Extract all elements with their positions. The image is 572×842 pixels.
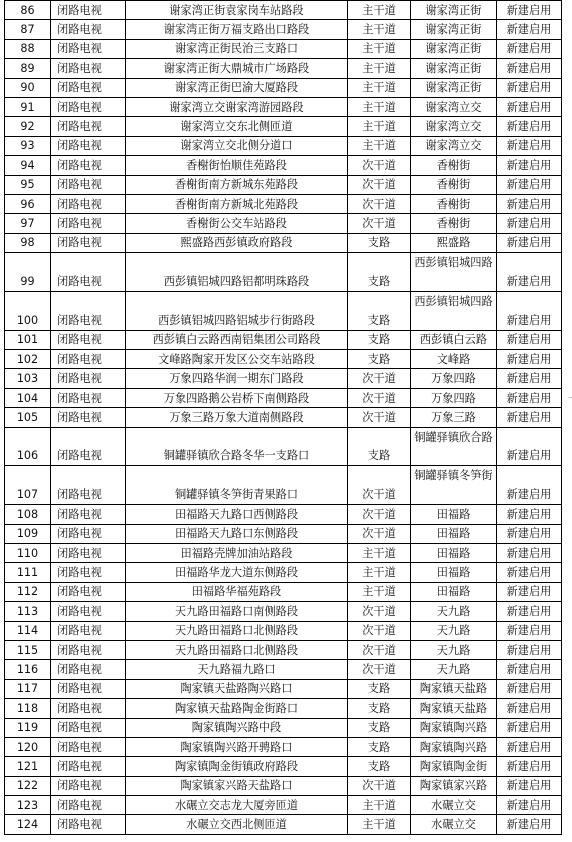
equipment-type-cell: 闭路电视 [51, 679, 126, 698]
equipment-type-cell: 闭路电视 [51, 466, 126, 505]
install-location-cell: 西彭镇铝城四路铝都明珠路段 [126, 253, 348, 292]
road-class-cell: 主干道 [348, 20, 411, 39]
status-cell: 新建启用 [497, 757, 562, 776]
install-location-cell: 文峰路陶家开发区公交车站路段 [126, 350, 348, 369]
row-number-cell: 109 [5, 524, 51, 543]
equipment-type-cell: 闭路电视 [51, 291, 126, 330]
install-location-cell: 陶家镇家兴路天盐路口 [126, 776, 348, 795]
row-number-cell: 110 [5, 544, 51, 563]
row-number-cell: 98 [5, 233, 51, 252]
road-class-cell: 主干道 [348, 136, 411, 155]
equipment-table [4, 0, 562, 835]
status-cell: 新建启用 [497, 97, 562, 116]
table-row [5, 524, 562, 543]
table-row [5, 602, 562, 621]
table-row [5, 660, 562, 679]
road-name-cell: 西彭镇铝城四路 [411, 291, 497, 330]
equipment-type-cell: 闭路电视 [51, 757, 126, 776]
install-location-cell: 田福路天九路口东侧路段 [126, 524, 348, 543]
road-class-cell: 支路 [348, 718, 411, 737]
road-name-cell: 陶家镇陶金街 [411, 757, 497, 776]
road-class-cell: 主干道 [348, 78, 411, 97]
equipment-type-cell: 闭路电视 [51, 408, 126, 427]
table-row [5, 291, 562, 330]
status-cell: 新建启用 [497, 253, 562, 292]
table-row [5, 350, 562, 369]
equipment-type-cell: 闭路电视 [51, 699, 126, 718]
row-number-cell: 91 [5, 97, 51, 116]
road-class-cell: 支路 [348, 427, 411, 466]
install-location-cell: 熙盛路西彭镇政府路段 [126, 233, 348, 252]
equipment-type-cell: 闭路电视 [51, 39, 126, 58]
road-class-cell: 次干道 [348, 640, 411, 659]
status-cell: 新建启用 [497, 20, 562, 39]
install-location-cell: 谢家湾正街巴渝大厦路段 [126, 78, 348, 97]
equipment-table-page [4, 0, 562, 835]
road-name-cell: 谢家湾正街 [411, 1, 497, 20]
equipment-type-cell: 闭路电视 [51, 602, 126, 621]
equipment-type-cell: 闭路电视 [51, 20, 126, 39]
road-class-cell: 支路 [348, 699, 411, 718]
road-name-cell: 铜罐驿镇冬笋街 [411, 466, 497, 505]
road-class-cell: 主干道 [348, 796, 411, 815]
install-location-cell: 谢家湾立交东北侧匝道 [126, 117, 348, 136]
status-cell: 新建启用 [497, 59, 562, 78]
road-class-cell: 主干道 [348, 97, 411, 116]
table-row [5, 621, 562, 640]
table-row [5, 78, 562, 97]
install-location-cell: 西彭镇铝城四路铝城步行街路段 [126, 291, 348, 330]
status-cell: 新建启用 [497, 660, 562, 679]
road-name-cell: 西彭镇白云路 [411, 330, 497, 349]
road-name-cell: 田福路 [411, 582, 497, 601]
status-cell: 新建启用 [497, 39, 562, 58]
install-location-cell: 铜罐驿镇欣合路冬华一支路口 [126, 427, 348, 466]
install-location-cell: 万象三路万象大道南侧路段 [126, 408, 348, 427]
row-number-cell: 86 [5, 1, 51, 20]
row-number-cell: 92 [5, 117, 51, 136]
road-class-cell: 支路 [348, 291, 411, 330]
road-name-cell: 文峰路 [411, 350, 497, 369]
equipment-type-cell: 闭路电视 [51, 582, 126, 601]
install-location-cell: 谢家湾正街万福支路出口路段 [126, 20, 348, 39]
road-name-cell: 谢家湾正街 [411, 20, 497, 39]
status-cell: 新建启用 [497, 815, 562, 834]
install-location-cell: 天九路福九路口 [126, 660, 348, 679]
table-row [5, 582, 562, 601]
row-number-cell: 95 [5, 175, 51, 194]
table-row [5, 136, 562, 155]
install-location-cell: 天九路田福路口北侧路段 [126, 621, 348, 640]
road-class-cell: 次干道 [348, 505, 411, 524]
table-row [5, 214, 562, 233]
install-location-cell: 水碾立交志龙大厦旁匝道 [126, 796, 348, 815]
row-number-cell: 114 [5, 621, 51, 640]
road-name-cell: 万象四路 [411, 388, 497, 407]
road-class-cell: 次干道 [348, 524, 411, 543]
row-number-cell: 101 [5, 330, 51, 349]
road-class-cell: 次干道 [348, 369, 411, 388]
road-name-cell: 谢家湾立交 [411, 117, 497, 136]
status-cell: 新建启用 [497, 78, 562, 97]
table-row [5, 815, 562, 834]
status-cell: 新建启用 [497, 640, 562, 659]
table-row [5, 640, 562, 659]
road-name-cell: 陶家镇天盐路 [411, 699, 497, 718]
road-class-cell: 支路 [348, 233, 411, 252]
row-number-cell: 115 [5, 640, 51, 659]
status-cell: 新建启用 [497, 602, 562, 621]
status-cell: 新建启用 [497, 350, 562, 369]
table-row [5, 776, 562, 795]
road-class-cell: 次干道 [348, 621, 411, 640]
status-cell: 新建启用 [497, 233, 562, 252]
install-location-cell: 香榭街公交车站路段 [126, 214, 348, 233]
road-class-cell: 次干道 [348, 660, 411, 679]
table-row [5, 117, 562, 136]
equipment-type-cell: 闭路电视 [51, 97, 126, 116]
road-name-cell: 谢家湾立交 [411, 97, 497, 116]
status-cell: 新建启用 [497, 291, 562, 330]
equipment-type-cell: 闭路电视 [51, 427, 126, 466]
road-name-cell: 香榭街 [411, 156, 497, 175]
road-name-cell: 田福路 [411, 524, 497, 543]
equipment-type-cell: 闭路电视 [51, 737, 126, 756]
equipment-type-cell: 闭路电视 [51, 214, 126, 233]
table-row [5, 757, 562, 776]
row-number-cell: 111 [5, 563, 51, 582]
table-row [5, 369, 562, 388]
table-row [5, 233, 562, 252]
road-class-cell: 主干道 [348, 1, 411, 20]
road-class-cell: 次干道 [348, 214, 411, 233]
road-name-cell: 谢家湾立交 [411, 136, 497, 155]
table-row [5, 253, 562, 292]
road-class-cell: 支路 [348, 679, 411, 698]
status-cell: 新建启用 [497, 408, 562, 427]
road-name-cell: 田福路 [411, 544, 497, 563]
row-number-cell: 103 [5, 369, 51, 388]
status-cell: 新建启用 [497, 194, 562, 213]
row-number-cell: 106 [5, 427, 51, 466]
road-class-cell: 次干道 [348, 194, 411, 213]
table-row [5, 20, 562, 39]
road-class-cell: 主干道 [348, 59, 411, 78]
row-number-cell: 119 [5, 718, 51, 737]
road-name-cell: 天九路 [411, 660, 497, 679]
table-row [5, 39, 562, 58]
install-location-cell: 水碾立交西北侧匝道 [126, 815, 348, 834]
row-number-cell: 97 [5, 214, 51, 233]
row-number-cell: 88 [5, 39, 51, 58]
table-row [5, 194, 562, 213]
row-number-cell: 112 [5, 582, 51, 601]
table-row [5, 679, 562, 698]
install-location-cell: 谢家湾立交北侧分道口 [126, 136, 348, 155]
road-class-cell: 次干道 [348, 466, 411, 505]
equipment-type-cell: 闭路电视 [51, 718, 126, 737]
road-name-cell: 陶家镇陶兴路 [411, 737, 497, 756]
equipment-type-cell: 闭路电视 [51, 544, 126, 563]
install-location-cell: 田福路华福苑路段 [126, 582, 348, 601]
equipment-type-cell: 闭路电视 [51, 505, 126, 524]
status-cell: 新建启用 [497, 427, 562, 466]
road-class-cell: 支路 [348, 737, 411, 756]
status-cell: 新建启用 [497, 679, 562, 698]
equipment-type-cell: 闭路电视 [51, 350, 126, 369]
row-number-cell: 121 [5, 757, 51, 776]
status-cell: 新建启用 [497, 776, 562, 795]
road-class-cell: 次干道 [348, 776, 411, 795]
status-cell: 新建启用 [497, 505, 562, 524]
status-cell: 新建启用 [497, 796, 562, 815]
road-class-cell: 主干道 [348, 39, 411, 58]
status-cell: 新建启用 [497, 621, 562, 640]
road-name-cell: 铜罐驿镇欣合路 [411, 427, 497, 466]
equipment-type-cell: 闭路电视 [51, 388, 126, 407]
install-location-cell: 万象四路鹅公岩桥下南侧路段 [126, 388, 348, 407]
road-name-cell: 万象四路 [411, 369, 497, 388]
install-location-cell: 天九路田福路口北侧路段 [126, 640, 348, 659]
row-number-cell: 87 [5, 20, 51, 39]
road-name-cell: 天九路 [411, 621, 497, 640]
row-number-cell: 96 [5, 194, 51, 213]
road-name-cell: 香榭街 [411, 175, 497, 194]
road-name-cell: 熙盛路 [411, 233, 497, 252]
road-name-cell: 香榭街 [411, 194, 497, 213]
row-number-cell: 89 [5, 59, 51, 78]
status-cell: 新建启用 [497, 737, 562, 756]
road-name-cell: 陶家镇陶兴路 [411, 718, 497, 737]
install-location-cell: 香榭街南方新城东苑路段 [126, 175, 348, 194]
status-cell: 新建启用 [497, 466, 562, 505]
install-location-cell: 陶家镇陶兴路开骋路口 [126, 737, 348, 756]
table-row [5, 388, 562, 407]
status-cell: 新建启用 [497, 524, 562, 543]
table-row [5, 699, 562, 718]
road-name-cell: 香榭街 [411, 214, 497, 233]
status-cell: 新建启用 [497, 330, 562, 349]
table-row [5, 427, 562, 466]
status-cell: 新建启用 [497, 582, 562, 601]
equipment-type-cell: 闭路电视 [51, 175, 126, 194]
road-class-cell: 支路 [348, 350, 411, 369]
status-cell: 新建启用 [497, 136, 562, 155]
equipment-type-cell: 闭路电视 [51, 1, 126, 20]
row-number-cell: 124 [5, 815, 51, 834]
road-name-cell: 陶家镇家兴路 [411, 776, 497, 795]
equipment-type-cell: 闭路电视 [51, 815, 126, 834]
road-class-cell: 支路 [348, 330, 411, 349]
status-cell: 新建启用 [497, 175, 562, 194]
install-location-cell: 谢家湾正街民治三支路口 [126, 39, 348, 58]
road-name-cell: 水碾立交 [411, 815, 497, 834]
road-class-cell: 次干道 [348, 175, 411, 194]
status-cell: 新建启用 [497, 156, 562, 175]
road-class-cell: 次干道 [348, 156, 411, 175]
row-number-cell: 102 [5, 350, 51, 369]
table-row [5, 408, 562, 427]
road-class-cell: 主干道 [348, 563, 411, 582]
row-number-cell: 104 [5, 388, 51, 407]
table-row [5, 175, 562, 194]
install-location-cell: 谢家湾立交谢家湾游园路段 [126, 97, 348, 116]
install-location-cell: 香榭街南方新城北苑路段 [126, 194, 348, 213]
row-number-cell: 122 [5, 776, 51, 795]
equipment-type-cell: 闭路电视 [51, 369, 126, 388]
table-row [5, 544, 562, 563]
row-number-cell: 94 [5, 156, 51, 175]
road-class-cell: 主干道 [348, 117, 411, 136]
road-name-cell: 田福路 [411, 563, 497, 582]
install-location-cell: 田福路天九路口西侧路段 [126, 505, 348, 524]
status-cell: 新建启用 [497, 563, 562, 582]
row-number-cell: 99 [5, 253, 51, 292]
road-name-cell: 水碾立交 [411, 796, 497, 815]
table-row [5, 505, 562, 524]
status-cell: 新建启用 [497, 117, 562, 136]
road-name-cell: 天九路 [411, 640, 497, 659]
equipment-type-cell: 闭路电视 [51, 233, 126, 252]
table-body [5, 1, 562, 835]
equipment-type-cell: 闭路电视 [51, 776, 126, 795]
status-cell: 新建启用 [497, 388, 562, 407]
install-location-cell: 田福路华龙大道东侧路段 [126, 563, 348, 582]
table-row [5, 563, 562, 582]
equipment-type-cell: 闭路电视 [51, 78, 126, 97]
install-location-cell: 万象四路华润一期东门路段 [126, 369, 348, 388]
road-class-cell: 支路 [348, 757, 411, 776]
table-row [5, 466, 562, 505]
equipment-type-cell: 闭路电视 [51, 524, 126, 543]
status-cell: 新建启用 [497, 699, 562, 718]
table-row [5, 97, 562, 116]
road-name-cell: 谢家湾正街 [411, 78, 497, 97]
install-location-cell: 西彭镇白云路西南铝集团公司路段 [126, 330, 348, 349]
row-number-cell: 116 [5, 660, 51, 679]
row-number-cell: 90 [5, 78, 51, 97]
equipment-type-cell: 闭路电视 [51, 640, 126, 659]
status-cell: 新建启用 [497, 544, 562, 563]
road-name-cell: 谢家湾正街 [411, 39, 497, 58]
row-number-cell: 123 [5, 796, 51, 815]
road-class-cell: 主干道 [348, 815, 411, 834]
install-location-cell: 天九路田福路口南侧路段 [126, 602, 348, 621]
table-row [5, 796, 562, 815]
install-location-cell: 谢家湾正街袁家岗车站路段 [126, 1, 348, 20]
equipment-type-cell: 闭路电视 [51, 563, 126, 582]
table-row [5, 1, 562, 20]
table-row [5, 718, 562, 737]
equipment-type-cell: 闭路电视 [51, 330, 126, 349]
equipment-type-cell: 闭路电视 [51, 156, 126, 175]
table-row [5, 737, 562, 756]
equipment-type-cell: 闭路电视 [51, 796, 126, 815]
install-location-cell: 香榭街怡顺佳苑路段 [126, 156, 348, 175]
install-location-cell: 田福路壳牌加油站路段 [126, 544, 348, 563]
road-name-cell: 万象三路 [411, 408, 497, 427]
row-number-cell: 100 [5, 291, 51, 330]
road-name-cell: 陶家镇天盐路 [411, 679, 497, 698]
road-class-cell: 次干道 [348, 408, 411, 427]
install-location-cell: 铜罐驿镇冬笋街青果路口 [126, 466, 348, 505]
row-number-cell: 120 [5, 737, 51, 756]
install-location-cell: 谢家湾正街大鼎城市广场路段 [126, 59, 348, 78]
road-name-cell: 西彭镇铝城四路 [411, 253, 497, 292]
row-number-cell: 93 [5, 136, 51, 155]
table-row [5, 59, 562, 78]
table-row [5, 156, 562, 175]
road-name-cell: 天九路 [411, 602, 497, 621]
install-location-cell: 陶家镇天盐路陶金街路口 [126, 699, 348, 718]
status-cell: 新建启用 [497, 214, 562, 233]
row-number-cell: 118 [5, 699, 51, 718]
status-cell: 新建启用 [497, 718, 562, 737]
row-number-cell: 105 [5, 408, 51, 427]
road-class-cell: 主干道 [348, 582, 411, 601]
install-location-cell: 陶家镇陶兴路中段 [126, 718, 348, 737]
road-class-cell: 次干道 [348, 388, 411, 407]
row-number-cell: 107 [5, 466, 51, 505]
road-name-cell: 谢家湾正街 [411, 59, 497, 78]
road-class-cell: 次干道 [348, 602, 411, 621]
row-number-cell: 117 [5, 679, 51, 698]
equipment-type-cell: 闭路电视 [51, 136, 126, 155]
table-row [5, 330, 562, 349]
road-class-cell: 支路 [348, 253, 411, 292]
row-number-cell: 108 [5, 505, 51, 524]
install-location-cell: 陶家镇天盐路陶兴路口 [126, 679, 348, 698]
road-name-cell: 田福路 [411, 505, 497, 524]
equipment-type-cell: 闭路电视 [51, 621, 126, 640]
row-number-cell: 113 [5, 602, 51, 621]
install-location-cell: 陶家镇陶金街镇政府路段 [126, 757, 348, 776]
status-cell: 新建启用 [497, 1, 562, 20]
equipment-type-cell: 闭路电视 [51, 253, 126, 292]
road-class-cell: 主干道 [348, 544, 411, 563]
status-cell: 新建启用 [497, 369, 562, 388]
equipment-type-cell: 闭路电视 [51, 59, 126, 78]
equipment-type-cell: 闭路电视 [51, 117, 126, 136]
equipment-type-cell: 闭路电视 [51, 194, 126, 213]
equipment-type-cell: 闭路电视 [51, 660, 126, 679]
